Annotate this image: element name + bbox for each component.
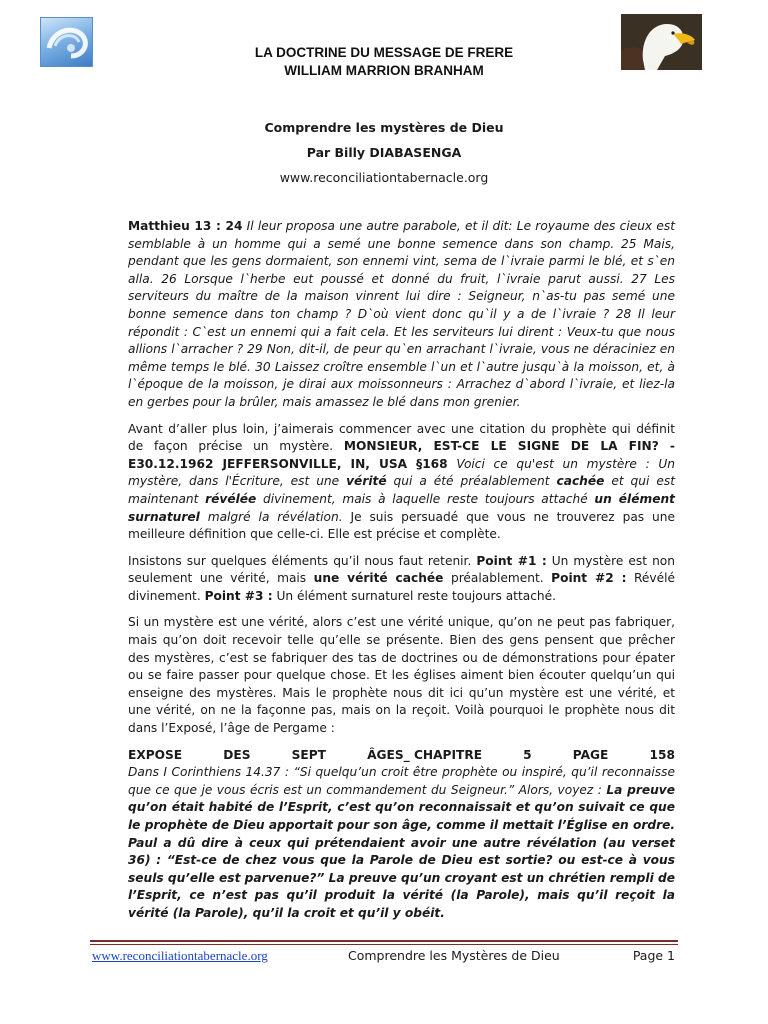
- footer-title: Comprendre les Mystères de Dieu: [348, 948, 560, 963]
- header-line-1: LA DOCTRINE DU MESSAGE DE FRERE: [254, 45, 514, 60]
- document-body: [128, 218, 675, 923]
- quote-bold-span: révélée: [205, 491, 257, 506]
- heading-word: SEPT: [291, 747, 326, 762]
- page-number: Page 1: [632, 948, 675, 963]
- text-span: Je suis persuadé que vous ne trouverez pas une meilleure définition que celle-ci. Elle est précise et complète.: [128, 509, 675, 542]
- heading-word: 5: [523, 747, 532, 762]
- paragraph-matthew: [128, 218, 675, 412]
- paragraph-definition: [128, 421, 675, 544]
- title-block: [0, 115, 768, 190]
- quote-span: et qui est maintenant: [128, 474, 675, 506]
- quote-span: malgré la révélation.: [199, 509, 343, 524]
- quote-span: qui a été préalablement: [386, 474, 557, 489]
- scripture-text: Il leur proposa une autre parabole, et il dit: Le royaume des cieux est semblable à un homme qui a semé une bonne semence dans son champ. 25 Mais, pendant que les gens dormaient, son ennemi vint, sema de l`ivraie parmi le blé, et s`en alla. 26 Lorsque l`herbe eut poussé et donné du fruit, l`ivraie parut aussi. 27 Les serviteurs du maître de la maison vinrent lui dire : Seigneur, n`as-tu pas semé une bonne semence dans ton champ ? D`où vient donc qu`il y a de l`ivraie ? 28 Il leur répondit : C`est un ennemi qui a fait cela. Et les serviteurs lui dirent : Veux-tu que nous allions l`arracher ? 29 Non, dit-il, de peur qu`en arrachant l`ivraie, vous ne déraciniez en même temps le blé. 30 Laissez croître ensemble l`un et l`autre jusqu`à la moisson, et, à l`époque de la moisson, je dirai aux moissonneurs : Arrachez d`abord l`ivraie, et liez-la en gerbes pour la brûler, mais amassez le blé dans mon grenier.: [128, 219, 676, 409]
- paragraph-truth: Si un mystère est une vérité, alors c’est une vérité unique, qu’on ne peut pas fabriquer, mais qu’on doit recevoir telle qu’elle se présente. Bien des gens pensent que prêcher des mystères, c’est se fabriquer des tas de doctrines ou de démonstrations pour épater ou se faire passer pour quelque chose. Et les églises aiment bien écouter quelqu’un qui enseigne des mystères. Mais le prophète nous dit ici qu’un mystère est une vérité, et une vérité, on ne la façonne pas, mais on la reçoit. Voilà pourquoi le prophète nous dit dans l’Exposé, l’âge de Pergame :: [128, 615, 675, 736]
- footer-rule-thin: [90, 944, 678, 945]
- document-website: www.reconciliationtabernacle.org: [279, 170, 489, 185]
- paragraph-expose: [128, 747, 675, 923]
- quote-span: Voici ce qu'est un mystère : Un mystère, dans l'Écriture, est une: [128, 456, 675, 489]
- heading-word: PAGE: [572, 747, 609, 762]
- footer-website-link[interactable]: www.reconciliationtabernacle.org: [92, 948, 268, 963]
- text-span: Insistons sur quelques éléments qu’il nous faut retenir.: [128, 553, 477, 568]
- point-2-label: Point #2 :: [551, 571, 627, 586]
- text-span: Un élément surnaturel reste toujours attaché.: [272, 588, 557, 603]
- document-title: Comprendre les mystères de Dieu: [264, 120, 504, 135]
- quote-bold-span: La preuve qu’on était habité de l’Esprit, c’est qu’on reconnaissait et qu’on suivait ce que le prophète de Dieu apportait pour son âge, comme il mettait l’Église en ordre. Paul a dû dire à ceux qui prétendaient avoir une autre révélation (au verset 36) : “Est-ce de chez vous que la Parole de Dieu est sortie? ou est-ce à vous seuls qu’elle est parvenue?” La preuve qu’un croyant est un chrétien rempli de l’Esprit, ce n’est pas qu’il produit la vérité (la Parole), mais qu’il reçoit la vérité (la Parole), qu’il la croit et qu’il y obéit.: [128, 782, 676, 920]
- scripture-reference: Matthieu 13 : 24: [128, 219, 243, 233]
- document-author: Par Billy DIABASENGA: [306, 145, 462, 160]
- expose-heading: [128, 747, 675, 765]
- point-1-label: Point #1 :: [476, 553, 547, 568]
- text-span: préalablement.: [443, 571, 552, 586]
- quote-bold-span: cachée: [556, 474, 605, 489]
- text-span: Un mystère est non seulement une vérité, mais: [128, 553, 675, 586]
- quote-bold-span: vérité: [346, 474, 387, 489]
- eagle-icon: [621, 14, 702, 70]
- heading-word: EXPOSE: [128, 747, 183, 762]
- quote-span: Dans I Corinthiens 14.37 : “Si quelqu’un croit être prophète ou inspiré, qu’il reconnaisse que ce que je vous écris est un commandement du Seigneur.” Alors, voyez :: [128, 765, 675, 797]
- quote-span: divinement, mais à laquelle reste toujours attaché: [256, 491, 595, 506]
- sermon-reference: MONSIEUR, EST-CE LE SIGNE DE LA FIN? - E30.12.1962 JEFFERSONVILLE, IN, USA §168: [128, 439, 675, 471]
- footer-rule: [90, 940, 678, 942]
- paragraph-points: [128, 553, 675, 606]
- text-span: Avant d’aller plus loin, j’aimerais commencer avec une citation du prophète qui définit de façon précise un mystère.: [128, 421, 675, 454]
- eagle-image: [621, 14, 702, 70]
- text-span: Révélé divinement.: [128, 571, 675, 603]
- heading-word: DES: [223, 747, 251, 762]
- point-3-label: Point #3 :: [204, 588, 273, 603]
- heading-word: 158: [649, 747, 675, 762]
- header-line-2: WILLIAM MARRION BRANHAM: [284, 63, 484, 78]
- quote-bold-span: un élément surnaturel: [128, 491, 675, 524]
- heading-word: ÂGES_ CHAPITRE: [367, 747, 483, 762]
- bold-span: une vérité cachée: [313, 571, 444, 586]
